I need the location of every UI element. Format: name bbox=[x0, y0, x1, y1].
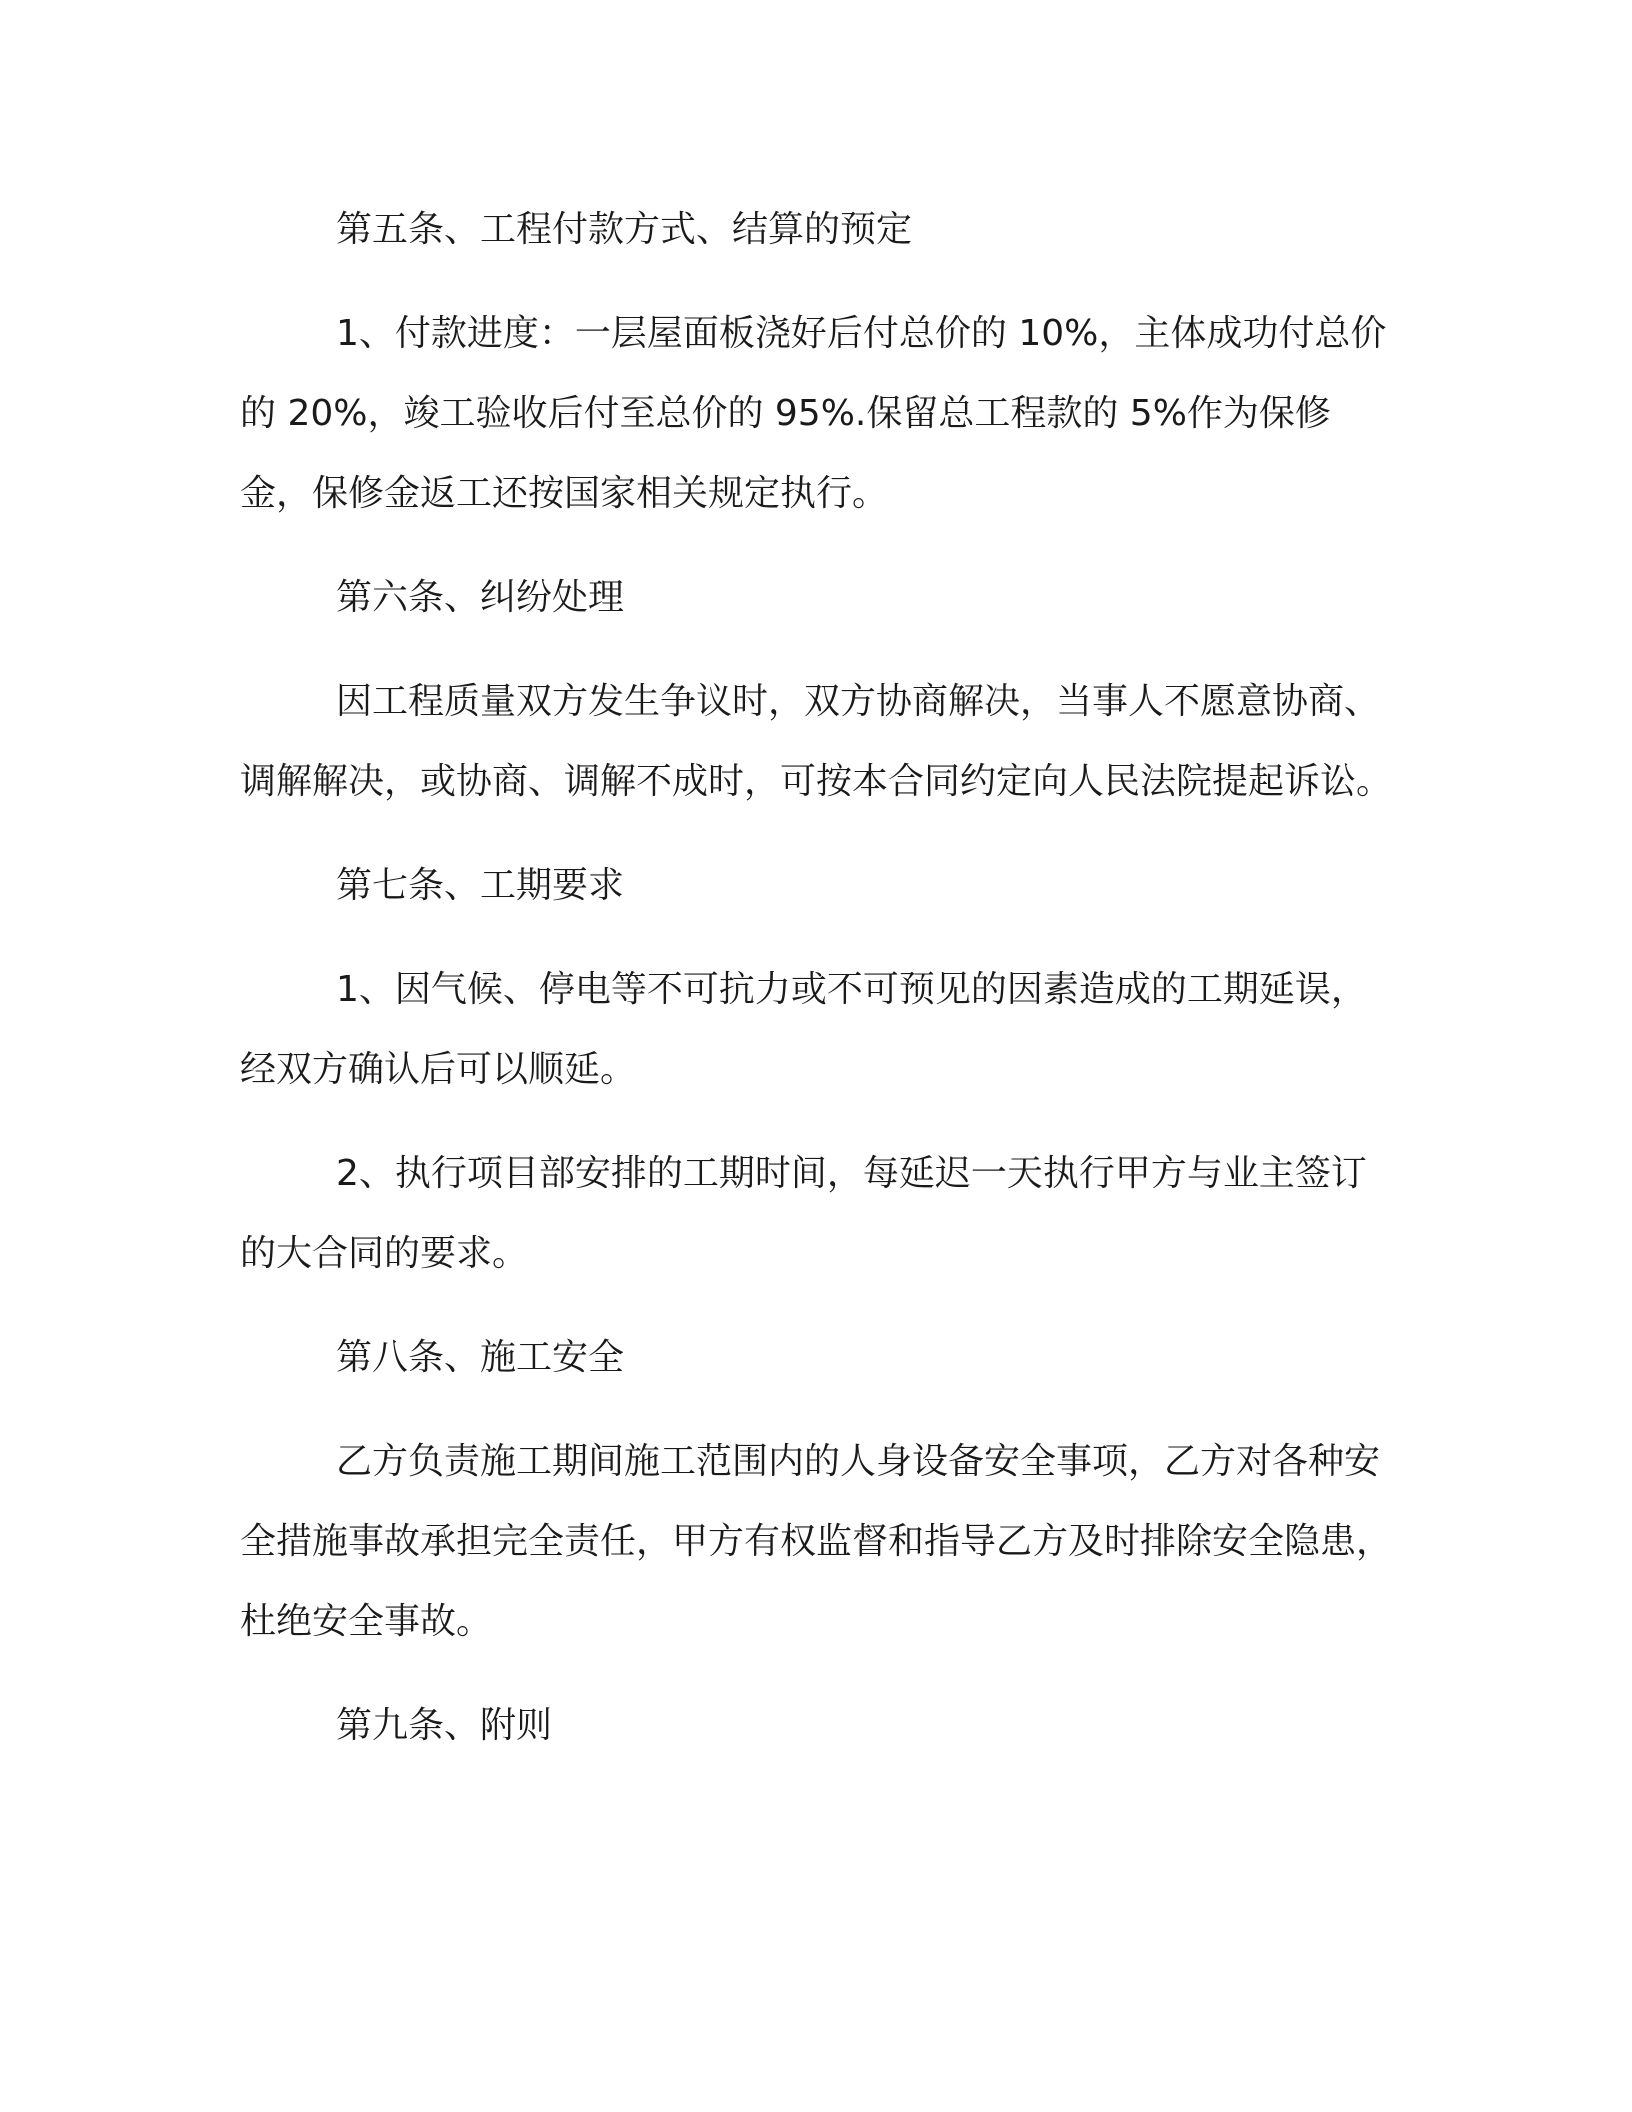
article-8-safety-clause: 乙方负责施工期间施工范围内的人身设备安全事项，乙方对各种安全措施事故承担完全责任，甲方有权监督和指导乙方及时排除安全隐患，杜绝安全事故。 bbox=[240, 1441, 1393, 1642]
article-7-clause-1: 1、因气候、停电等不可抗力或不可预见的因素造成的工期延误，经双方确认后可以顺延。 bbox=[240, 969, 1367, 1090]
article-5-payment-schedule: 1、付款进度：一层屋面板浇好后付总价的 10%，主体成功付总价的 20%，竣工验收后付至总价的 95%.保留总工程款的 5%作为保修金，保修金返工还按国家相关规定执行。 bbox=[240, 313, 1387, 514]
article-5-heading: 第五条、工程付款方式、结算的预定 bbox=[336, 209, 913, 250]
article-8-heading: 第八条、施工安全 bbox=[336, 1337, 625, 1378]
article-7-heading: 第七条、工期要求 bbox=[336, 865, 625, 906]
article-7-clause-2: 2、执行项目部安排的工期时间，每延迟一天执行甲方与业主签订的大合同的要求。 bbox=[240, 1153, 1367, 1274]
article-9-heading: 第九条、附则 bbox=[336, 1705, 553, 1746]
article-6-heading: 第六条、纠纷处理 bbox=[336, 577, 625, 618]
document-body bbox=[240, 190, 1402, 1766]
article-6-dispute-resolution: 因工程质量双方发生争议时，双方协商解决，当事人不愿意协商、调解解决，或协商、调解不成时，可按本合同约定向人民法院提起诉讼。 bbox=[240, 681, 1393, 802]
